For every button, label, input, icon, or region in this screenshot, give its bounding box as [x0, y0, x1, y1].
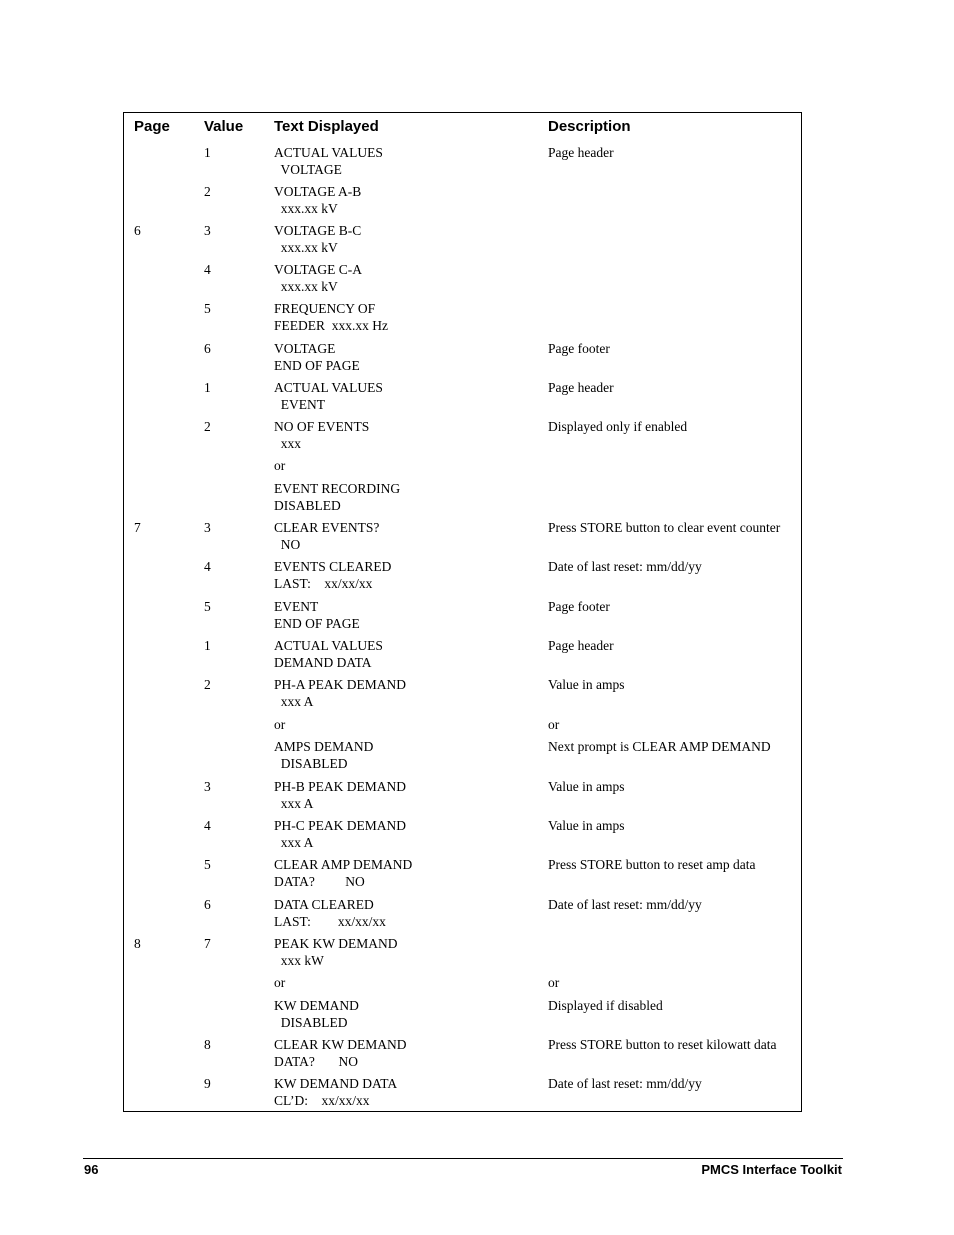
footer-title: PMCS Interface Toolkit — [701, 1162, 842, 1177]
cell-page: 8 — [134, 936, 141, 951]
cell-text-displayed: or — [274, 717, 286, 732]
cell-description: Page footer — [548, 599, 610, 614]
cell-text-displayed: DATA CLEARED LAST: xx/xx/xx — [274, 897, 386, 929]
page-number: 96 — [84, 1162, 99, 1177]
cell-text-displayed: NO OF EVENTS xxx — [274, 419, 370, 451]
cell-description: or — [548, 717, 560, 732]
values-table — [123, 112, 802, 1112]
cell-text-displayed: ACTUAL VALUES EVENT — [274, 380, 383, 412]
cell-text-displayed: ACTUAL VALUES DEMAND DATA — [274, 638, 383, 670]
cell-text-displayed: VOLTAGE END OF PAGE — [274, 341, 360, 373]
cell-description: Date of last reset: mm/dd/yy — [548, 897, 702, 912]
cell-value: 1 — [204, 145, 211, 160]
cell-value: 3 — [204, 779, 211, 794]
cell-value: 4 — [204, 818, 211, 833]
cell-text-displayed: PH-C PEAK DEMAND xxx A — [274, 818, 407, 850]
cell-description: Value in amps — [548, 818, 625, 833]
cell-description: Press STORE button to reset kilowatt data — [548, 1037, 777, 1052]
cell-value: 2 — [204, 677, 211, 692]
cell-description: Press STORE button to reset amp data — [548, 857, 756, 872]
cell-description: Displayed only if enabled — [548, 419, 688, 434]
cell-value: 3 — [204, 223, 211, 238]
cell-description: Value in amps — [548, 677, 625, 692]
cell-description: Value in amps — [548, 779, 625, 794]
cell-text-displayed: EVENT END OF PAGE — [274, 599, 360, 631]
cell-value: 4 — [204, 262, 211, 277]
cell-value: 5 — [204, 599, 211, 614]
cell-value: 9 — [204, 1076, 211, 1091]
header-page: Page — [134, 118, 170, 135]
cell-value: 2 — [204, 419, 211, 434]
cell-value: 4 — [204, 559, 211, 574]
header-value: Value — [204, 118, 244, 135]
cell-description: Next prompt is CLEAR AMP DEMAND — [548, 739, 771, 754]
cell-text-displayed: EVENTS CLEARED LAST: xx/xx/xx — [274, 559, 392, 591]
cell-description: Date of last reset: mm/dd/yy — [548, 1076, 702, 1091]
cell-value: 6 — [204, 897, 211, 912]
cell-description: Date of last reset: mm/dd/yy — [548, 559, 702, 574]
cell-value: 7 — [204, 936, 211, 951]
cell-text-displayed: or — [274, 975, 286, 990]
cell-text-displayed: AMPS DEMAND DISABLED — [274, 739, 374, 771]
cell-description: Page header — [548, 145, 614, 160]
header-text-displayed: Text Displayed — [274, 118, 379, 135]
cell-text-displayed: CLEAR AMP DEMAND DATA? NO — [274, 857, 413, 889]
cell-text-displayed: CLEAR EVENTS? NO — [274, 520, 380, 552]
cell-description: Page footer — [548, 341, 610, 356]
cell-text-displayed: VOLTAGE A-B xxx.xx kV — [274, 184, 362, 216]
cell-text-displayed: or — [274, 458, 286, 473]
cell-text-displayed: PH-A PEAK DEMAND xxx A — [274, 677, 407, 709]
cell-text-displayed: ACTUAL VALUES VOLTAGE — [274, 145, 383, 177]
cell-text-displayed: VOLTAGE B-C xxx.xx kV — [274, 223, 362, 255]
header-description: Description — [548, 118, 631, 135]
cell-page: 7 — [134, 520, 141, 535]
cell-description: Displayed if disabled — [548, 998, 663, 1013]
cell-text-displayed: KW DEMAND DATA CL’D: xx/xx/xx — [274, 1076, 398, 1108]
cell-description: or — [548, 975, 560, 990]
cell-value: 1 — [204, 638, 211, 653]
cell-description: Page header — [548, 380, 614, 395]
cell-text-displayed: FREQUENCY OF FEEDER xxx.xx Hz — [274, 301, 388, 333]
cell-text-displayed: PH-B PEAK DEMAND xxx A — [274, 779, 407, 811]
cell-text-displayed: CLEAR KW DEMAND DATA? NO — [274, 1037, 407, 1069]
cell-text-displayed: PEAK KW DEMAND xxx kW — [274, 936, 398, 968]
cell-description: Press STORE button to clear event counter — [548, 520, 781, 535]
cell-value: 5 — [204, 301, 211, 316]
cell-description: Page header — [548, 638, 614, 653]
cell-text-displayed: EVENT RECORDING DISABLED — [274, 481, 401, 513]
cell-text-displayed: VOLTAGE C-A xxx.xx kV — [274, 262, 363, 294]
cell-value: 1 — [204, 380, 211, 395]
cell-page: 6 — [134, 223, 141, 238]
footer-rule — [83, 1158, 843, 1159]
cell-text-displayed: KW DEMAND DISABLED — [274, 998, 359, 1030]
cell-value: 6 — [204, 341, 211, 356]
cell-value: 5 — [204, 857, 211, 872]
cell-value: 8 — [204, 1037, 211, 1052]
cell-value: 2 — [204, 184, 211, 199]
cell-value: 3 — [204, 520, 211, 535]
